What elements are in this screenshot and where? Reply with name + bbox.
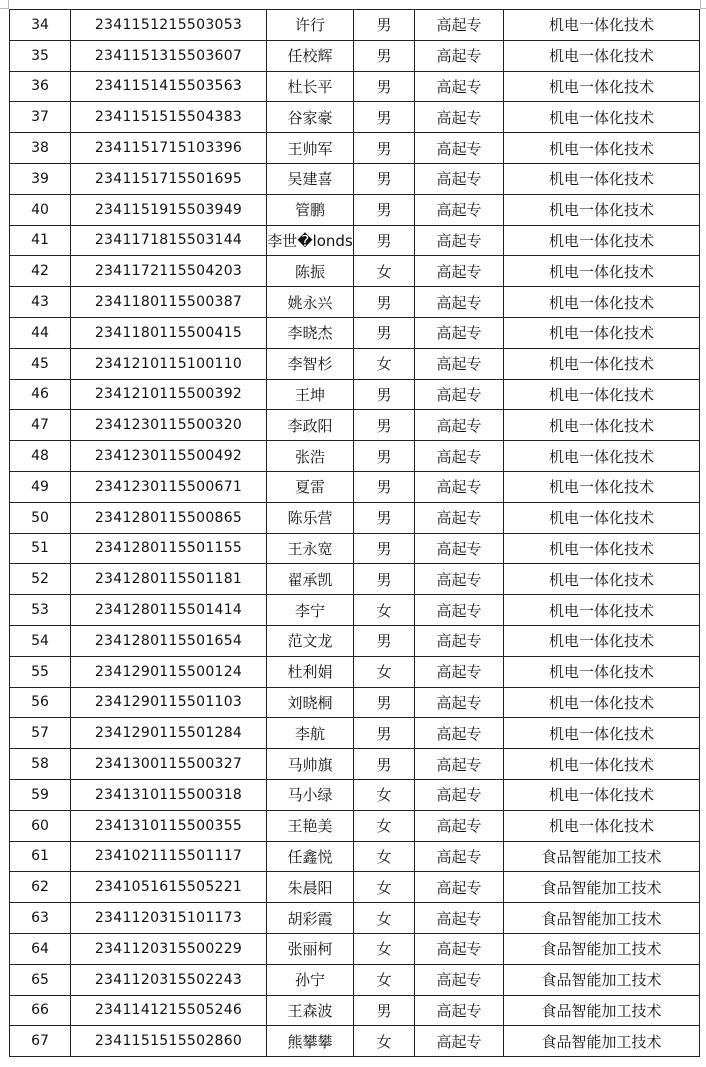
row-number-cell: 37 [10, 102, 71, 133]
major-cell: 机电一体化技术 [504, 194, 700, 225]
table-row [10, 441, 700, 472]
education-level-cell: 高起专 [415, 471, 504, 502]
row-number-cell: 46 [10, 379, 71, 410]
student-name-cell: 陈振 [267, 256, 354, 287]
row-number-cell: 35 [10, 40, 71, 71]
major-cell: 机电一体化技术 [504, 718, 700, 749]
student-id-cell: 2341120315101173 [71, 903, 267, 934]
row-number-cell: 58 [10, 749, 71, 780]
student-id-cell: 2341172115504203 [71, 256, 267, 287]
education-level-cell: 高起专 [415, 10, 504, 41]
row-number-cell: 66 [10, 995, 71, 1026]
education-level-cell: 高起专 [415, 595, 504, 626]
student-id-cell: 2341280115501414 [71, 595, 267, 626]
student-name-cell: 刘晓桐 [267, 687, 354, 718]
row-number-cell: 53 [10, 595, 71, 626]
student-id-cell: 2341180115500387 [71, 287, 267, 318]
education-level-cell: 高起专 [415, 872, 504, 903]
major-cell: 机电一体化技术 [504, 410, 700, 441]
student-id-cell: 2341210115100110 [71, 348, 267, 379]
gender-cell: 男 [354, 564, 415, 595]
education-level-cell: 高起专 [415, 317, 504, 348]
student-id-cell: 2341120315502243 [71, 964, 267, 995]
table-row [10, 964, 700, 995]
row-number-cell: 39 [10, 163, 71, 194]
table-row [10, 194, 700, 225]
table-row [10, 595, 700, 626]
row-number-cell: 51 [10, 533, 71, 564]
student-id-cell: 2341151715103396 [71, 133, 267, 164]
row-number-cell: 34 [10, 10, 71, 41]
table-row [10, 841, 700, 872]
row-number-cell: 38 [10, 133, 71, 164]
table-row [10, 810, 700, 841]
row-number-cell: 59 [10, 779, 71, 810]
student-id-cell: 2341151215503053 [71, 10, 267, 41]
student-name-cell: 胡彩霞 [267, 903, 354, 934]
major-cell: 食品智能加工技术 [504, 933, 700, 964]
student-name-cell: 熊攀攀 [267, 1026, 354, 1057]
row-number-cell: 56 [10, 687, 71, 718]
student-id-cell: 2341151515502860 [71, 1026, 267, 1057]
education-level-cell: 高起专 [415, 256, 504, 287]
row-number-cell: 50 [10, 502, 71, 533]
major-cell: 食品智能加工技术 [504, 1026, 700, 1057]
table-row [10, 687, 700, 718]
gender-cell: 女 [354, 348, 415, 379]
gender-cell: 男 [354, 102, 415, 133]
education-level-cell: 高起专 [415, 40, 504, 71]
student-list-table [9, 9, 700, 1057]
student-name-cell: 张丽柯 [267, 933, 354, 964]
student-id-cell: 2341290115500124 [71, 656, 267, 687]
student-id-cell: 2341180115500415 [71, 317, 267, 348]
student-id-cell: 2341051615505221 [71, 872, 267, 903]
education-level-cell: 高起专 [415, 502, 504, 533]
table-row [10, 71, 700, 102]
gender-cell: 男 [354, 194, 415, 225]
table-row [10, 133, 700, 164]
student-name-cell: 吴建喜 [267, 163, 354, 194]
gender-cell: 男 [354, 718, 415, 749]
student-name-cell: 孙宁 [267, 964, 354, 995]
education-level-cell: 高起专 [415, 841, 504, 872]
education-level-cell: 高起专 [415, 656, 504, 687]
gender-cell: 女 [354, 779, 415, 810]
table-row [10, 933, 700, 964]
student-name-cell: 李宁 [267, 595, 354, 626]
major-cell: 食品智能加工技术 [504, 964, 700, 995]
page-corner-mark [700, 0, 706, 9]
major-cell: 机电一体化技术 [504, 564, 700, 595]
student-name-cell: 王艳美 [267, 810, 354, 841]
table-row [10, 502, 700, 533]
major-cell: 机电一体化技术 [504, 779, 700, 810]
student-id-cell: 2341151415503563 [71, 71, 267, 102]
student-name-cell: 陈乐营 [267, 502, 354, 533]
student-id-cell: 2341230115500320 [71, 410, 267, 441]
gender-cell: 男 [354, 749, 415, 780]
student-id-cell: 2341290115501103 [71, 687, 267, 718]
row-number-cell: 60 [10, 810, 71, 841]
gender-cell: 男 [354, 995, 415, 1026]
major-cell: 机电一体化技术 [504, 471, 700, 502]
gender-cell: 男 [354, 410, 415, 441]
education-level-cell: 高起专 [415, 964, 504, 995]
table-row [10, 625, 700, 656]
gender-cell: 男 [354, 687, 415, 718]
student-id-cell: 2341151515504383 [71, 102, 267, 133]
education-level-cell: 高起专 [415, 410, 504, 441]
major-cell: 食品智能加工技术 [504, 841, 700, 872]
student-id-cell: 2341310115500318 [71, 779, 267, 810]
education-level-cell: 高起专 [415, 718, 504, 749]
gender-cell: 女 [354, 964, 415, 995]
table-row [10, 656, 700, 687]
education-level-cell: 高起专 [415, 779, 504, 810]
major-cell: 食品智能加工技术 [504, 903, 700, 934]
gender-cell: 女 [354, 872, 415, 903]
row-number-cell: 64 [10, 933, 71, 964]
major-cell: 机电一体化技术 [504, 441, 700, 472]
table-row [10, 1026, 700, 1057]
education-level-cell: 高起专 [415, 564, 504, 595]
table-body [10, 10, 700, 1057]
row-number-cell: 54 [10, 625, 71, 656]
row-number-cell: 49 [10, 471, 71, 502]
student-id-cell: 2341151715501695 [71, 163, 267, 194]
row-number-cell: 44 [10, 317, 71, 348]
gender-cell: 女 [354, 810, 415, 841]
major-cell: 机电一体化技术 [504, 317, 700, 348]
education-level-cell: 高起专 [415, 687, 504, 718]
row-number-cell: 61 [10, 841, 71, 872]
education-level-cell: 高起专 [415, 348, 504, 379]
table-row [10, 564, 700, 595]
table-row [10, 533, 700, 564]
table-row [10, 256, 700, 287]
major-cell: 机电一体化技术 [504, 656, 700, 687]
education-level-cell: 高起专 [415, 1026, 504, 1057]
major-cell: 机电一体化技术 [504, 749, 700, 780]
student-id-cell: 2341210115500392 [71, 379, 267, 410]
student-id-cell: 2341280115501654 [71, 625, 267, 656]
gender-cell: 男 [354, 317, 415, 348]
row-number-cell: 48 [10, 441, 71, 472]
student-id-cell: 2341310115500355 [71, 810, 267, 841]
student-name-cell: 王帅军 [267, 133, 354, 164]
gender-cell: 女 [354, 841, 415, 872]
table-row [10, 471, 700, 502]
education-level-cell: 高起专 [415, 133, 504, 164]
row-number-cell: 62 [10, 872, 71, 903]
major-cell: 机电一体化技术 [504, 102, 700, 133]
table-row [10, 10, 700, 41]
gender-cell: 女 [354, 1026, 415, 1057]
page-corner-mark [0, 0, 9, 9]
education-level-cell: 高起专 [415, 749, 504, 780]
student-name-cell: 翟承凯 [267, 564, 354, 595]
education-level-cell: 高起专 [415, 194, 504, 225]
student-id-cell: 2341280115500865 [71, 502, 267, 533]
row-number-cell: 55 [10, 656, 71, 687]
student-id-cell: 2341171815503144 [71, 225, 267, 256]
gender-cell: 女 [354, 595, 415, 626]
education-level-cell: 高起专 [415, 441, 504, 472]
education-level-cell: 高起专 [415, 533, 504, 564]
student-name-cell: 任鑫悦 [267, 841, 354, 872]
table-row [10, 163, 700, 194]
student-id-cell: 2341280115501181 [71, 564, 267, 595]
gender-cell: 男 [354, 441, 415, 472]
table-row [10, 718, 700, 749]
student-name-cell: 杜长平 [267, 71, 354, 102]
major-cell: 食品智能加工技术 [504, 872, 700, 903]
major-cell: 机电一体化技术 [504, 348, 700, 379]
major-cell: 机电一体化技术 [504, 595, 700, 626]
student-name-cell: 马帅旗 [267, 749, 354, 780]
major-cell: 机电一体化技术 [504, 163, 700, 194]
gender-cell: 男 [354, 225, 415, 256]
student-id-cell: 2341151315503607 [71, 40, 267, 71]
student-id-cell: 2341300115500327 [71, 749, 267, 780]
gender-cell: 女 [354, 933, 415, 964]
row-number-cell: 45 [10, 348, 71, 379]
table-row [10, 779, 700, 810]
education-level-cell: 高起专 [415, 903, 504, 934]
student-name-cell: 许行 [267, 10, 354, 41]
table-row [10, 872, 700, 903]
student-name-cell: 王永宽 [267, 533, 354, 564]
student-id-cell: 2341290115501284 [71, 718, 267, 749]
student-name-cell: 李晓杰 [267, 317, 354, 348]
row-number-cell: 47 [10, 410, 71, 441]
major-cell: 机电一体化技术 [504, 133, 700, 164]
student-name-cell: 李世�londs [267, 225, 354, 256]
education-level-cell: 高起专 [415, 71, 504, 102]
student-name-cell: 李智杉 [267, 348, 354, 379]
education-level-cell: 高起专 [415, 287, 504, 318]
row-number-cell: 57 [10, 718, 71, 749]
gender-cell: 男 [354, 625, 415, 656]
gender-cell: 男 [354, 379, 415, 410]
education-level-cell: 高起专 [415, 379, 504, 410]
table-row [10, 102, 700, 133]
education-level-cell: 高起专 [415, 933, 504, 964]
table-row [10, 317, 700, 348]
row-number-cell: 65 [10, 964, 71, 995]
table-row [10, 287, 700, 318]
gender-cell: 女 [354, 903, 415, 934]
row-number-cell: 41 [10, 225, 71, 256]
row-number-cell: 67 [10, 1026, 71, 1057]
row-number-cell: 42 [10, 256, 71, 287]
table-row [10, 749, 700, 780]
student-name-cell: 夏雷 [267, 471, 354, 502]
student-id-cell: 2341021115501117 [71, 841, 267, 872]
gender-cell: 男 [354, 287, 415, 318]
row-number-cell: 40 [10, 194, 71, 225]
gender-cell: 女 [354, 656, 415, 687]
student-id-cell: 2341120315500229 [71, 933, 267, 964]
education-level-cell: 高起专 [415, 225, 504, 256]
gender-cell: 男 [354, 10, 415, 41]
major-cell: 机电一体化技术 [504, 502, 700, 533]
major-cell: 机电一体化技术 [504, 287, 700, 318]
gender-cell: 男 [354, 71, 415, 102]
student-name-cell: 朱晨阳 [267, 872, 354, 903]
gender-cell: 男 [354, 133, 415, 164]
table-row [10, 410, 700, 441]
gender-cell: 男 [354, 533, 415, 564]
table-row [10, 225, 700, 256]
major-cell: 机电一体化技术 [504, 810, 700, 841]
major-cell: 机电一体化技术 [504, 10, 700, 41]
major-cell: 机电一体化技术 [504, 40, 700, 71]
table-row [10, 995, 700, 1026]
student-name-cell: 杜利娟 [267, 656, 354, 687]
major-cell: 机电一体化技术 [504, 71, 700, 102]
gender-cell: 男 [354, 40, 415, 71]
student-name-cell: 姚永兴 [267, 287, 354, 318]
education-level-cell: 高起专 [415, 625, 504, 656]
education-level-cell: 高起专 [415, 810, 504, 841]
major-cell: 机电一体化技术 [504, 687, 700, 718]
table-row [10, 348, 700, 379]
student-name-cell: 任校辉 [267, 40, 354, 71]
row-number-cell: 36 [10, 71, 71, 102]
gender-cell: 男 [354, 502, 415, 533]
table-row [10, 903, 700, 934]
major-cell: 机电一体化技术 [504, 533, 700, 564]
gender-cell: 男 [354, 163, 415, 194]
student-name-cell: 李政阳 [267, 410, 354, 441]
student-name-cell: 范文龙 [267, 625, 354, 656]
student-id-cell: 2341141215505246 [71, 995, 267, 1026]
student-id-cell: 2341280115501155 [71, 533, 267, 564]
student-id-cell: 2341230115500671 [71, 471, 267, 502]
student-name-cell: 管鹏 [267, 194, 354, 225]
major-cell: 机电一体化技术 [504, 379, 700, 410]
major-cell: 机电一体化技术 [504, 625, 700, 656]
student-id-cell: 2341151915503949 [71, 194, 267, 225]
row-number-cell: 63 [10, 903, 71, 934]
table-row [10, 379, 700, 410]
major-cell: 机电一体化技术 [504, 256, 700, 287]
education-level-cell: 高起专 [415, 995, 504, 1026]
major-cell: 机电一体化技术 [504, 225, 700, 256]
education-level-cell: 高起专 [415, 102, 504, 133]
student-name-cell: 马小绿 [267, 779, 354, 810]
student-id-cell: 2341230115500492 [71, 441, 267, 472]
gender-cell: 男 [354, 471, 415, 502]
student-name-cell: 王坤 [267, 379, 354, 410]
row-number-cell: 52 [10, 564, 71, 595]
table-row [10, 40, 700, 71]
student-name-cell: 王森波 [267, 995, 354, 1026]
major-cell: 食品智能加工技术 [504, 995, 700, 1026]
student-name-cell: 谷家豪 [267, 102, 354, 133]
gender-cell: 女 [354, 256, 415, 287]
student-name-cell: 李航 [267, 718, 354, 749]
education-level-cell: 高起专 [415, 163, 504, 194]
row-number-cell: 43 [10, 287, 71, 318]
student-name-cell: 张浩 [267, 441, 354, 472]
